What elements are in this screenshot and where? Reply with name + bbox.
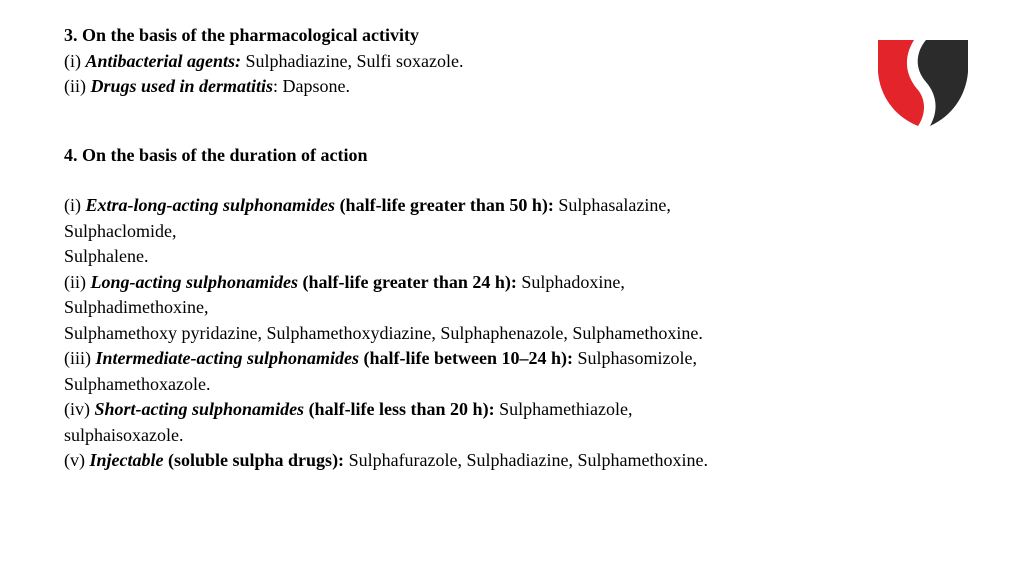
section-3: [64, 23, 864, 100]
item-term: Intermediate-acting sulphonamides: [95, 348, 360, 368]
item-rest: : Dapsone.: [273, 76, 351, 96]
item-qualifier: (half-life greater than 50 h):: [335, 195, 554, 215]
item-prefix: (ii): [64, 76, 91, 96]
section-4-item: [64, 270, 864, 296]
section-4-heading-block: [64, 143, 864, 169]
item-term: Antibacterial agents:: [85, 50, 242, 71]
section-4-item: [64, 397, 864, 423]
item-prefix: (ii): [64, 271, 91, 292]
item-rest: Sulphasalazine,: [553, 195, 671, 215]
item-prefix: (iv): [64, 399, 95, 419]
item-prefix: (iii): [64, 348, 96, 368]
item-prefix: (v): [64, 450, 90, 470]
item-rest: Sulphadiazine, Sulfi soxazole.: [241, 50, 464, 71]
section-4-item: [64, 448, 864, 474]
item-qualifier: (half-life less than 20 h):: [304, 399, 495, 419]
section-4-heading: 4. On the basis of the duration of action: [64, 145, 368, 165]
item-term: Extra-long-acting sulphonamides: [85, 195, 336, 215]
item-rest: Sulphasomizole,: [573, 348, 697, 368]
item-continuation: Sulphamethoxy pyridazine, Sulphamethoxydiazine, Sulphaphenazole, Sulphamethoxine.: [64, 322, 703, 343]
section-3-item: [64, 74, 864, 100]
section-3-item: [64, 49, 864, 75]
shield-logo-icon: [874, 34, 972, 128]
item-term: Drugs used in dermatitis: [90, 76, 274, 96]
section-4: [64, 193, 864, 474]
item-continuation: Sulphamethoxazole.: [64, 373, 211, 394]
item-rest: Sulphamethiazole,: [494, 399, 633, 419]
section-4-item: [64, 346, 864, 372]
item-prefix: (i): [64, 195, 86, 215]
item-rest: Sulphadoxine,: [516, 271, 625, 292]
item-term: Short-acting sulphonamides: [94, 399, 305, 419]
item-qualifier: (half-life between 10–24 h):: [359, 348, 573, 368]
item-continuation: sulphaisoxazole.: [64, 424, 184, 445]
item-qualifier: (half-life greater than 24 h):: [298, 271, 517, 292]
section-3-heading: 3. On the basis of the pharmacological activity: [64, 25, 419, 45]
item-prefix: (i): [64, 50, 86, 71]
item-continuation: Sulphaclomide,: [64, 220, 177, 241]
item-qualifier: (soluble sulpha drugs):: [163, 450, 345, 470]
section-4-item: [64, 193, 864, 219]
item-continuation: Sulphalene.: [64, 246, 149, 266]
item-term: Long-acting sulphonamides: [90, 271, 299, 292]
item-continuation: Sulphadimethoxine,: [64, 297, 209, 317]
item-rest: Sulphafurazole, Sulphadiazine, Sulphamethoxine.: [344, 450, 708, 470]
item-term: Injectable: [89, 450, 164, 470]
